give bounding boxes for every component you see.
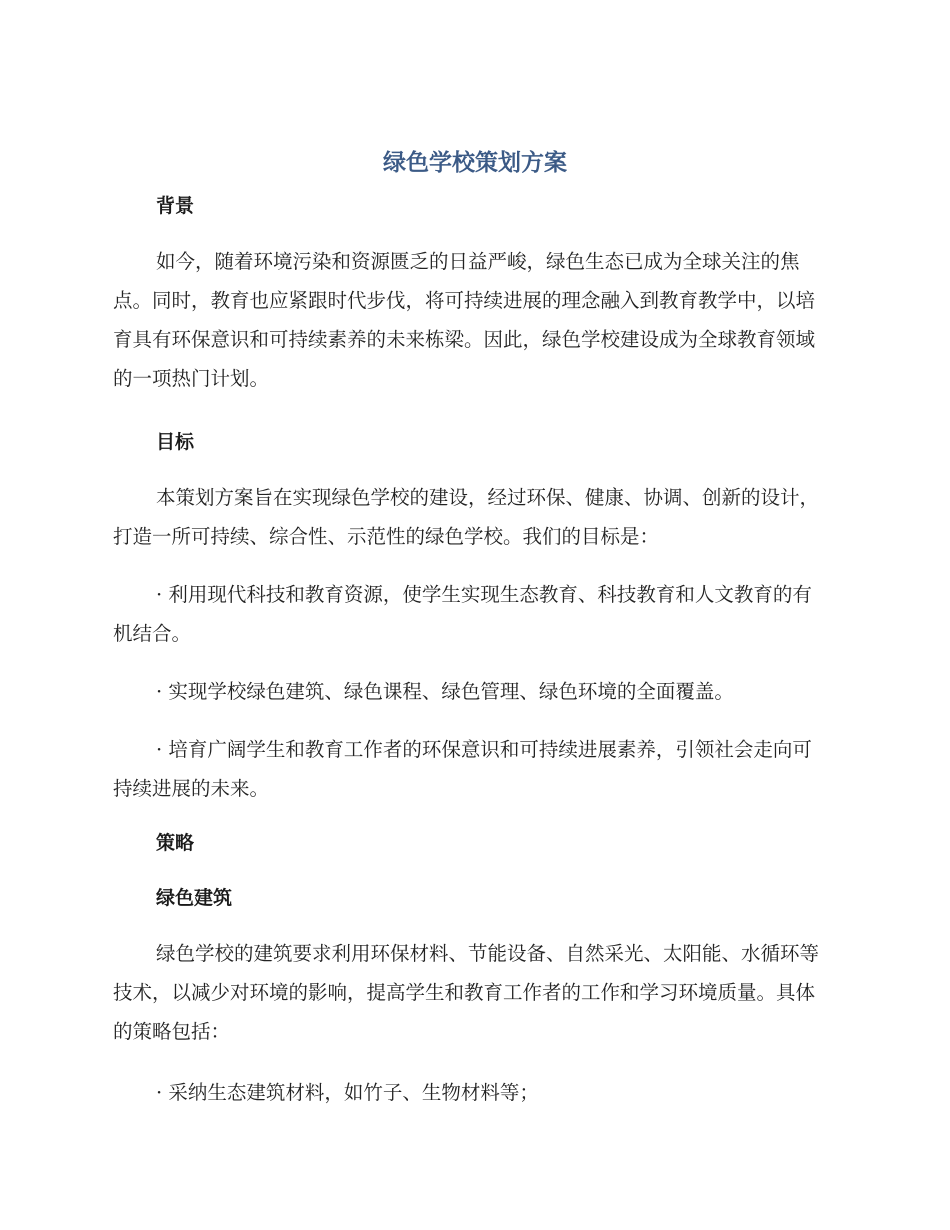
goal-list-item: · 培育广阔学生和教育工作者的环保意识和可持续进展素养，引领社会走向可持续进展的未来。 <box>113 738 812 800</box>
section-heading-goals: 目标 <box>156 431 195 453</box>
green-building-list-item: · 采纳生态建筑材料，如竹子、生物材料等； <box>156 1081 539 1104</box>
goal-list-item: · 利用现代科技和教育资源，使学生实现生态教育、科技教育和人文教育的有机结合。 <box>113 583 812 645</box>
section-heading-background: 背景 <box>156 195 195 217</box>
subsection-heading-green-building: 绿色建筑 <box>156 887 233 909</box>
background-paragraph: 如今，随着环境污染和资源匮乏的日益严峻，绿色生态已成为全球关注的焦点。同时，教育也应紧跟时代步伐，将可持续进展的理念融入到教育教学中，以培育具有环保意识和可持续素养的未来栋梁。因此，绿色学校建设成为全球教育领域的一项热门计划。 <box>113 250 816 390</box>
green-building-paragraph: 绿色学校的建筑要求利用环保材料、节能设备、自然采光、太阳能、水循环等技术，以减少对环境的影响，提高学生和教育工作者的工作和学习环境质量。具体的策略包括： <box>113 942 820 1043</box>
goals-paragraph: 本策划方案旨在实现绿色学校的建设，经过环保、健康、协调、创新的设计，打造一所可持续、综合性、示范性的绿色学校。我们的目标是： <box>113 486 820 548</box>
section-heading-strategy: 策略 <box>156 832 195 854</box>
document-title: 绿色学校策划方案 <box>383 150 567 176</box>
goal-list-item: · 实现学校绿色建筑、绿色课程、绿色管理、绿色环境的全面覆盖。 <box>156 680 734 703</box>
